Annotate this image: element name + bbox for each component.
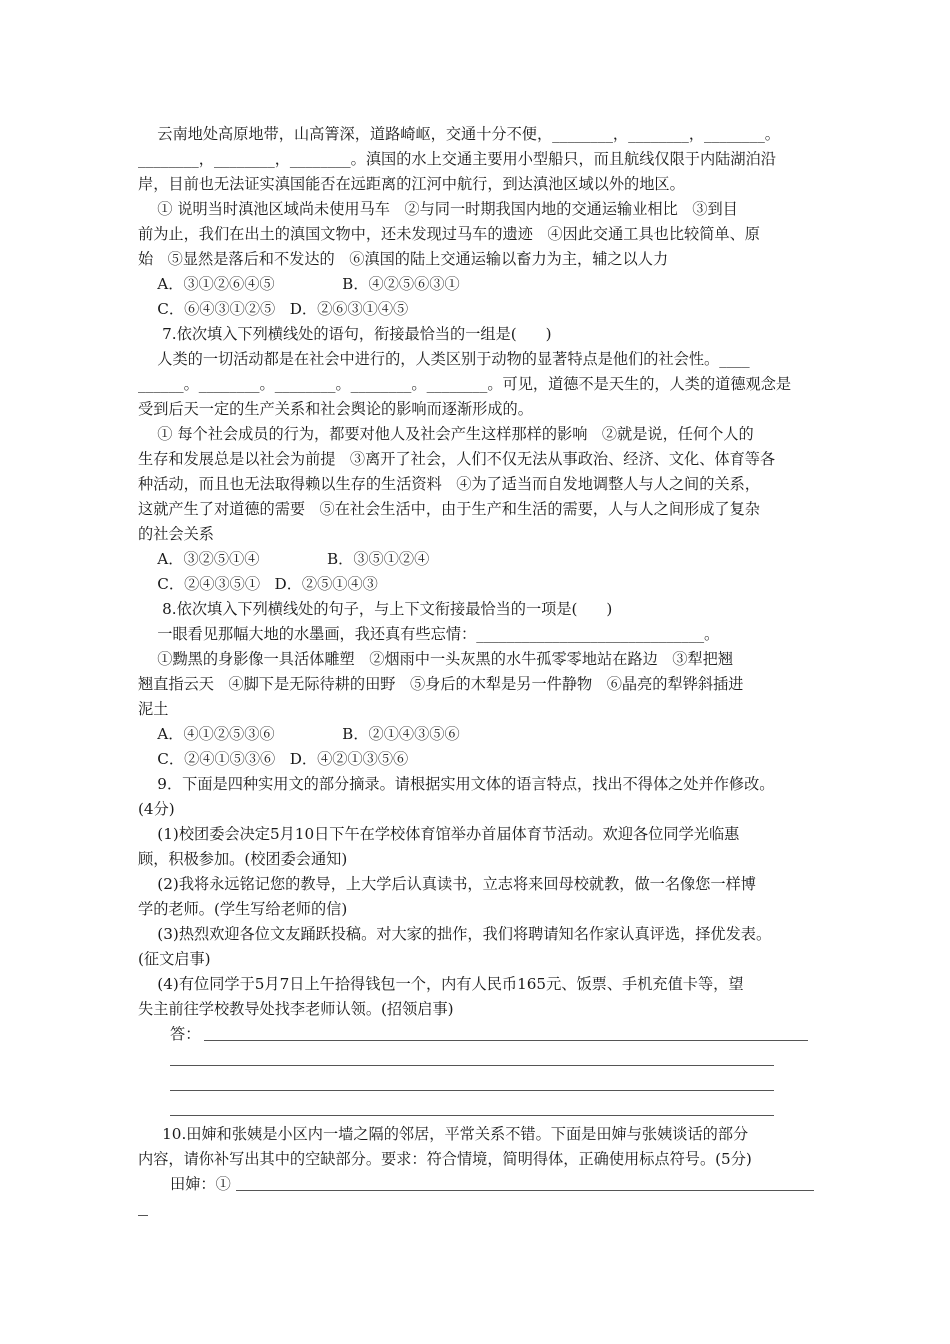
dialogue-answer-row[interactable] <box>138 1172 828 1197</box>
text-line: 受到后天一定的生产关系和社会舆论的影响而逐渐形成的。 <box>138 400 533 418</box>
answer-line-continuation[interactable] <box>138 1197 828 1222</box>
question-stem: 10.田婶和张姨是小区内一墙之隔的邻居，平常关系不错。下面是田婶与张姨谈话的部分 <box>138 1125 749 1143</box>
answer-line[interactable] <box>138 1047 828 1072</box>
text-line: 翘直指云天 ④脚下是无际待耕的田野 ⑤身后的木犁是另一件静物 ⑥晶亮的犁铧斜插进 <box>138 675 744 693</box>
text-line: 前为止，我们在出土的滇国文物中，还未发现过马车的遗迹 ④因此交通工具也比较简单、原 <box>138 225 760 243</box>
text-line: 始 ⑤显然是落后和不发达的 ⑥滇国的陆上交通运输以畜力为主，辅之以人力 <box>138 250 669 268</box>
answer-line[interactable] <box>138 1072 828 1097</box>
text-line: 失主前往学校教导处找李老师认领。(招领启事) <box>138 1000 454 1018</box>
option-line: C．②④③⑤① D．②⑤①④③ <box>138 575 378 593</box>
question-8 <box>138 597 828 772</box>
answer-label: 答： <box>170 1025 201 1043</box>
text-line: ______。________。________。________。________。可见，道德不是天生的，人类的道德观念是 <box>138 375 792 393</box>
text-line: ________，________，________。滇国的水上交通主要用小型船只，而且航线仅限于内陆湖泊沿 <box>138 150 776 168</box>
option-line: A．③①②⑥④⑤ B．④②⑤⑥③① <box>138 275 460 293</box>
text-line: 岸，目前也无法证实滇国能否在远距离的江河中航行，到达滇池区域以外的地区。 <box>138 175 685 193</box>
text-line: 这就产生了对道德的需要 ⑤在社会生活中，由于生产和生活的需要，人与人之间形成了复杂 <box>138 500 760 518</box>
text-line: 人类的一切活动都是在社会中进行的，人类区别于动物的显著特点是他们的社会性。____ <box>138 350 750 368</box>
answer-line[interactable] <box>138 1097 828 1122</box>
text-line: 泥土 <box>138 700 169 718</box>
text-line: 种活动，而且也无法取得赖以生存的生活资料 ④为了适当而自发地调整人与人之间的关系， <box>138 475 760 493</box>
option-line: A．④①②⑤③⑥ B．②①④③⑤⑥ <box>138 725 460 743</box>
question-7 <box>138 322 828 597</box>
question-9 <box>138 772 828 1122</box>
answer-underline <box>236 1190 814 1191</box>
answer-underline <box>204 1040 808 1041</box>
question-stem: 7.依次填入下列横线处的语句，衔接最恰当的一组是( ) <box>138 325 552 343</box>
answer-row[interactable] <box>138 1022 828 1047</box>
text-line: 学的老师。(学生写给老师的信) <box>138 900 348 918</box>
option-line: A．③②⑤①④ B．③⑤①②④ <box>138 550 430 568</box>
text-line: 顾，积极参加。(校团委会通知) <box>138 850 348 868</box>
text-line: (4)有位同学于5月7日上午拾得钱包一个，内有人民币165元、饭票、手机充值卡等，望 <box>138 975 744 993</box>
text-line: 的社会关系 <box>138 525 214 543</box>
text-line: 一眼看见那幅大地的水墨画，我还真有些忘情：______________________________。 <box>138 625 720 643</box>
question-stem: 8.依次填入下列横线处的句子，与上下文衔接最恰当的一项是( ) <box>138 600 613 618</box>
text-line: (1)校团委会决定5月10日下午在学校体育馆举办首届体育节活动。欢迎各位同学光临惠 <box>138 825 740 843</box>
option-line: C．⑥④③①②⑤ D．②⑥③①④⑤ <box>138 300 409 318</box>
text-line: (征文启事) <box>138 950 211 968</box>
text-line: (3)热烈欢迎各位文友踊跃投稿。对大家的拙作，我们将聘请知名作家认真评选，择优发表。 <box>138 925 772 943</box>
text-line: 内容，请你补写出其中的空缺部分。要求：符合情境，简明得体，正确使用标点符号。(5分) <box>138 1150 752 1168</box>
option-line: C．②④①⑤③⑥ D．④②①③⑤⑥ <box>138 750 409 768</box>
question-6 <box>138 122 828 322</box>
text-line: ① 说明当时滇池区域尚未使用马车 ②与同一时期我国内地的交通运输业相比 ③到目 <box>138 200 738 218</box>
text-line: ①黝黑的身影像一具活体雕塑 ②烟雨中一头灰黑的水牛孤零零地站在路边 ③犁把翘 <box>138 650 734 668</box>
text-line: (4分) <box>138 800 175 818</box>
text-line: 生存和发展总是以社会为前提 ③离开了社会，人们不仅无法从事政治、经济、文化、体育等各 <box>138 450 776 468</box>
text-line: ① 每个社会成员的行为，都要对他人及社会产生这样那样的影响 ②就是说，任何个人的 <box>138 425 754 443</box>
question-stem: 9．下面是四种实用文的部分摘录。请根据实用文体的语言特点，找出不得体之处并作修改。 <box>138 775 775 793</box>
document-page <box>138 122 828 1222</box>
question-10 <box>138 1122 828 1222</box>
text-line: (2)我将永远铭记您的教导，上大学后认真读书，立志将来回母校就教，做一名像您一样博 <box>138 875 756 893</box>
text-line: 云南地处高原地带，山高箐深，道路崎岖，交通十分不便，________，________，________。 <box>138 125 780 143</box>
speaker-label: 田婶：① <box>170 1175 231 1193</box>
